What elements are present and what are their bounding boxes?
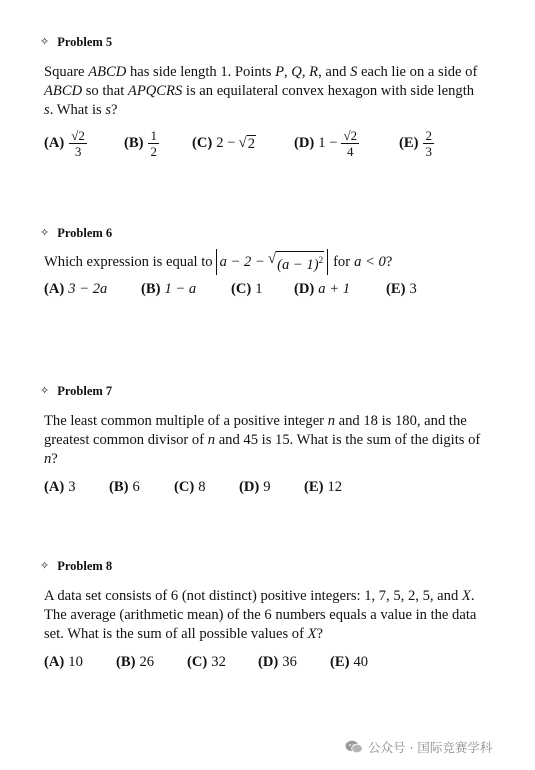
choice-c[interactable]: (C) 8: [174, 479, 206, 495]
choice-e[interactable]: (E) 12: [304, 479, 343, 495]
choice-e[interactable]: (E) 3: [386, 281, 417, 297]
sparkle-icon: ✧: [40, 560, 50, 572]
choice-a[interactable]: (A) 10: [44, 654, 83, 670]
answer-choices: [44, 654, 484, 671]
choice-d[interactable]: (D) 1 − $\frac{√2}{4}$: [294, 128, 358, 159]
absolute-value-bar: [327, 249, 328, 275]
wechat-icon: [345, 740, 363, 754]
sparkle-icon: ✧: [40, 36, 50, 48]
answer-choices: [44, 128, 484, 159]
problem-title: ✧ Problem 8: [40, 559, 113, 573]
choice-d[interactable]: (D) 36: [258, 654, 297, 670]
problem-title: ✧ Problem 7: [40, 384, 113, 398]
choice-a[interactable]: (A) 3: [44, 479, 76, 495]
answer-choices: [44, 479, 484, 496]
choice-c[interactable]: (C) 2 − √ 2: [192, 135, 255, 152]
choice-e[interactable]: (E) 40: [330, 654, 369, 670]
sparkle-icon: ✧: [40, 227, 50, 239]
problem-statement: Which expression is equal to a − 2 − √ $(a - 1)^2$ for a < 0 ?: [44, 249, 484, 275]
choice-b[interactable]: (B) 26: [116, 654, 155, 670]
choice-a[interactable]: (A) $\frac{√2}{3}$: [44, 128, 85, 159]
sparkle-icon: ✧: [40, 385, 50, 397]
choice-b[interactable]: (B) $\frac{1}{2}$: [124, 128, 157, 159]
choice-b[interactable]: (B) 1 − a: [141, 281, 197, 297]
problem-6: [40, 226, 484, 298]
choice-a[interactable]: (A) 3 − 2a: [44, 281, 108, 297]
problem-8: [40, 559, 484, 671]
choice-e[interactable]: (E) $\frac{2}{3}$: [399, 128, 432, 159]
problem-7: [40, 384, 484, 496]
answer-choices: [44, 281, 484, 298]
choice-c[interactable]: (C) 1: [231, 281, 263, 297]
problem-statement: The least common multiple of a positive integer n and 18 is 180, and the greatest common divisor of n and 45 is 15. What is the sum of the digits of n?: [44, 413, 481, 467]
problem-title: ✧ Problem 5: [40, 35, 113, 49]
problem-statement: Square ABCD has side length 1. Points P, Q, R, and S each lie on a side of ABCD so that APQCRS is an equilateral convex hexagon with side length s. What is s?: [44, 64, 478, 118]
choice-d[interactable]: (D) a + 1: [294, 281, 351, 297]
absolute-value-bar: [216, 249, 217, 275]
watermark: 公众号 · 国际竞赛学科: [345, 738, 492, 756]
choice-d[interactable]: (D) 9: [239, 479, 271, 495]
problem-statement: A data set consists of 6 (not distinct) positive integers: 1, 7, 5, 2, 5, and X. The average (arithmetic mean) of the 6 numbers equals a value in the data set. What is the sum of all possible values of X?: [44, 588, 477, 642]
problem-title: ✧ Problem 6: [40, 226, 113, 240]
choice-b[interactable]: (B) 6: [109, 479, 140, 495]
choice-c[interactable]: (C) 32: [187, 654, 226, 670]
problem-5: [40, 35, 484, 159]
